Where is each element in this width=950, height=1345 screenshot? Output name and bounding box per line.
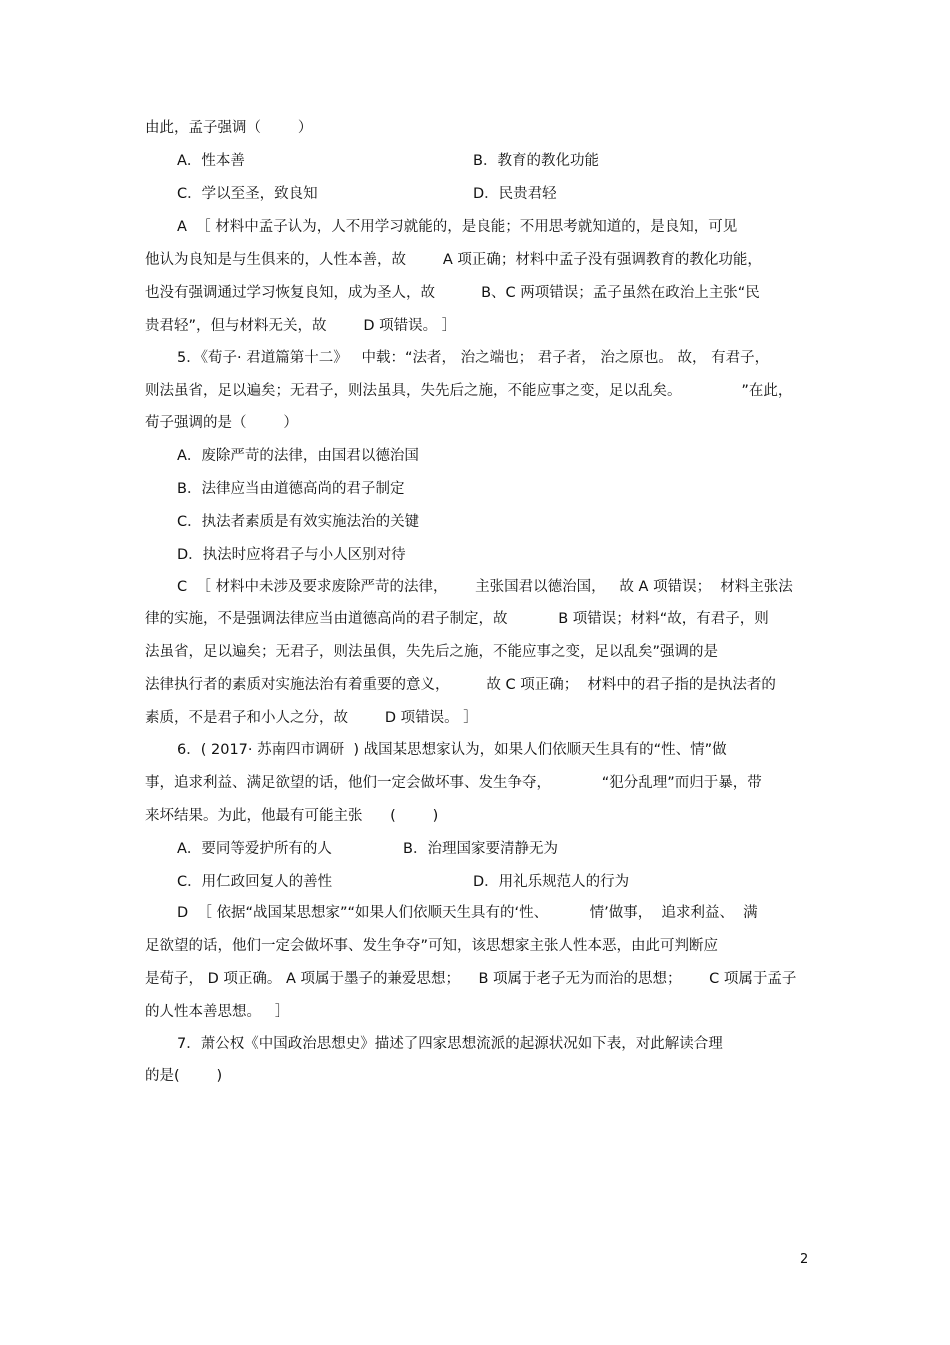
option-b: B．法律应当由道德高尚的君子制定 (177, 481, 405, 497)
option-a: A．废除严苛的法律，由国君以德治国 (177, 448, 419, 464)
option-d: D．执法时应将君子与小人区别对待 (177, 547, 406, 563)
text-line: 贵君轻”，但与材料无关，故 D 项错误。 ］ (145, 318, 457, 334)
page-number: 2 (800, 1252, 809, 1267)
text-line: 律的实施，不是强调法律应当由道德高尚的君子制定，故 B 项错误；材料“故，有君子，则 (145, 611, 769, 627)
text-line: 也没有强调通过学习恢复良知，成为圣人，故 B、C 两项错误；孟子虽然在政治上主张“民 (145, 285, 760, 301)
text-line: 素质，不是君子和小人之分，故 D 项错误。 ］ (145, 710, 478, 726)
text-line: 荀子强调的是（ ） (145, 415, 298, 431)
text-line: 足欲望的话，他们一定会做坏事、发生争夺”可知，该思想家主张人性本恶，由此可判断应 (145, 938, 719, 954)
option-c: C．用仁政回复人的善性 (177, 874, 333, 890)
text-line: 来坏结果。为此，他最有可能主张 ( ) (145, 808, 439, 824)
option-b: B．治理国家要清静无为 (403, 841, 558, 857)
text-line: 他认为良知是与生俱来的，人性本善，故 A 项正确；材料中孟子没有强调教育的教化功能， (145, 252, 762, 268)
option-d: D．用礼乐规范人的行为 (473, 874, 630, 890)
answer-line: D ［ 依据“战国某思想家”“如果人们依顺天生具有的‘性、 情’做事， 追求利益、 满 (177, 905, 758, 921)
question-6: 6．( 2017· 苏南四市调研 ) 战国某思想家认为，如果人们依顺天生具有的“性、情”做 (177, 742, 727, 758)
option-c: C．学以至圣，致良知 (177, 186, 318, 202)
answer-line: C ［ 材料中未涉及要求废除严苛的法律， 主张国君以德治国， 故 A 项错误； 材料主张法 (177, 579, 793, 595)
text-line: 的是( ) (145, 1068, 223, 1084)
option-b: B．教育的教化功能 (473, 153, 599, 169)
text-line: 则法虽省，足以遍矣；无君子，则法虽具，失先后之施，不能应事之变，足以乱矣。 ”在此， (145, 383, 793, 399)
question-5: 5．《荀子· 君道篇第十二》 中载：“法者， 治之端也； 君子者， 治之原也。 故， 有君子， (177, 350, 770, 366)
option-a: A．要同等爱护所有的人 (177, 841, 332, 857)
answer-line: A ［ 材料中孟子认为，人不用学习就能的，是良能；不用思考就知道的，是良知，可见 (177, 219, 738, 235)
text-line: 法虽省，足以遍矣；无君子，则法虽俱，失先后之施，不能应事之变，足以乱矣”强调的是 (145, 644, 719, 660)
text-line: 法律执行者的素质对实施法治有着重要的意义， 故 C 项正确； 材料中的君子指的是执法者的 (145, 677, 776, 693)
text-line: 的人性本善思想。 ］ (145, 1004, 290, 1020)
text-line: 是荀子， D 项正确。 A 项属于墨子的兼爱思想； B 项属于老子无为而治的思想； C 项属于孟子 (145, 971, 797, 987)
option-c: C．执法者素质是有效实施法治的关键 (177, 514, 420, 530)
option-d: D．民贵君轻 (473, 186, 557, 202)
question-7: 7．萧公权《中国政治思想史》描述了四家思想流派的起源状况如下表，对此解读合理 (177, 1036, 723, 1052)
text-line: 由此，孟子强调（ ） (145, 120, 313, 136)
text-line: 事，追求利益、满足欲望的话，他们一定会做坏事、发生争夺， “犯分乱理”而归于暴，带 (145, 775, 762, 791)
option-a: A．性本善 (177, 153, 245, 169)
